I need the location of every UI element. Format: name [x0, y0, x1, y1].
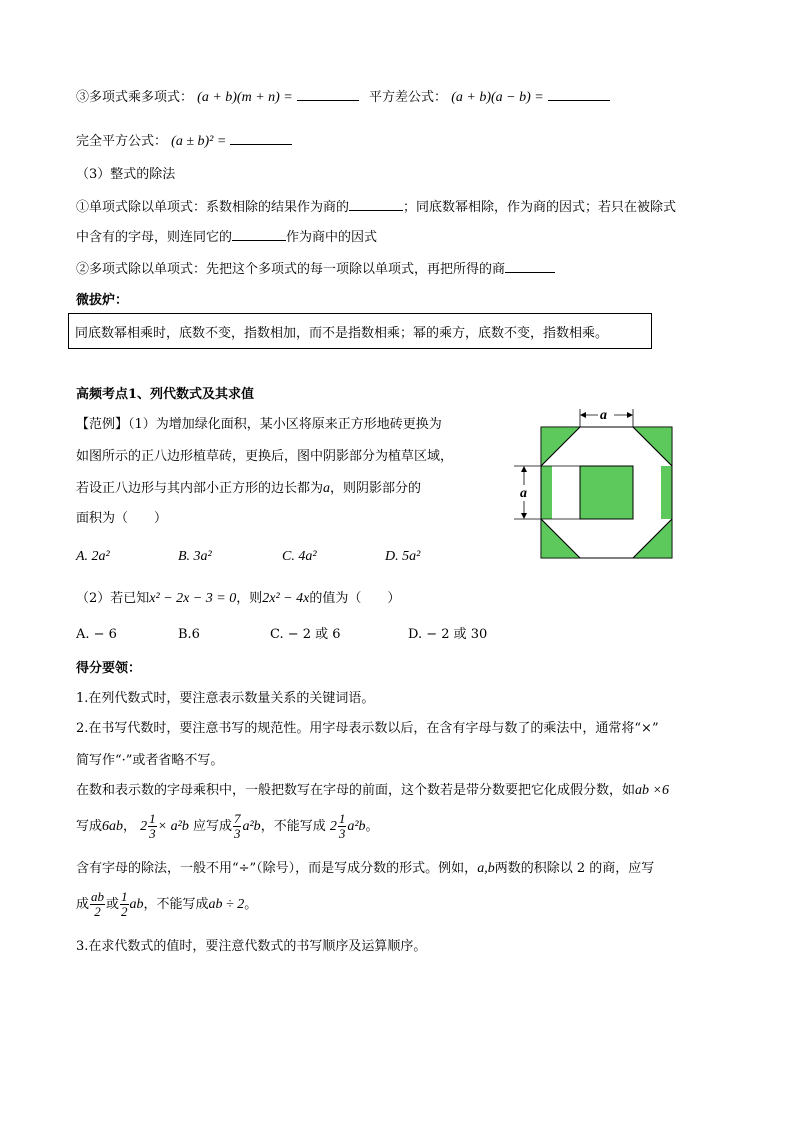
- point-text: 应写成: [192, 819, 232, 834]
- division-text: ；同底数幂相除，作为商的因式；若只在被除式: [403, 200, 677, 215]
- perfect-square-expression: (a ± b)² =: [171, 134, 227, 149]
- fraction-1-3: $\frac{1}{3}$: [149, 811, 156, 841]
- example-heading: 高频考点1、列代数式及其求值: [76, 387, 255, 402]
- division-text: ①单项式除以单项式：系数相除的结果作为商的: [76, 200, 350, 215]
- tip-box: [68, 313, 652, 349]
- division-blank-1: [349, 198, 403, 211]
- q2-text: （2）若已知: [76, 591, 150, 606]
- diff-squares-blank: [548, 88, 610, 101]
- inner-square: [580, 466, 633, 519]
- mixed-whole: 2: [329, 819, 337, 834]
- division-line-2: [76, 228, 377, 247]
- perfect-square-blank: [230, 132, 292, 145]
- q2-option-a: A. − 6: [76, 627, 117, 642]
- q2-option-c: C. − 2 或 6: [270, 627, 341, 642]
- fraction-1-3: $\frac{1}{3}$: [338, 811, 346, 841]
- q2-expression: 2x² − 4x: [262, 591, 310, 606]
- point-expression: ab ×6: [635, 783, 669, 798]
- point-expression: × a²b: [157, 819, 189, 834]
- fraction-7-3: $\frac{7}{3}$: [233, 811, 241, 841]
- division-blank-3: [505, 260, 555, 273]
- point-expression: a²b: [347, 819, 366, 834]
- perfect-square-label: 完全平方公式：: [76, 134, 168, 149]
- label-a-left: a: [520, 486, 527, 501]
- point-expression: ab: [129, 897, 144, 912]
- point-4b: [76, 886, 257, 924]
- point-text: 或: [106, 897, 120, 912]
- diff-squares-label: 平方差公式：: [369, 90, 448, 105]
- fraction-1-2: $\frac{1}{2}$: [121, 889, 128, 919]
- division-heading: （3）整式的除法: [76, 167, 176, 182]
- point-text: 在数和表示数的字母乘积中，一般把数写在字母的前面，这个数若是带分数要把它化成假分数，如: [76, 783, 636, 798]
- point-1: 1.在列代数式时，要注意表示数量关系的关键词语。: [76, 691, 375, 706]
- point-3a: [76, 782, 669, 800]
- side-strip-left: [541, 466, 552, 519]
- point-text: 成: [76, 897, 90, 912]
- point-expression: ab ÷ 2: [208, 897, 245, 912]
- points-title: 得分要领：: [76, 661, 142, 676]
- point-text: 写成: [76, 819, 103, 834]
- arrowhead: [521, 513, 527, 519]
- mixed-whole: 2: [140, 819, 148, 834]
- arrowhead: [580, 412, 586, 418]
- point-4a: [76, 860, 654, 878]
- point-expression: 6ab: [102, 819, 124, 834]
- division-text: ②多项式除以单项式：先把这个多项式的每一项除以单项式，再把所得的商: [76, 262, 506, 277]
- side-strip-right: [661, 466, 672, 519]
- tip-title: 微拔炉：: [76, 293, 129, 308]
- point-vars: a,b: [477, 861, 495, 876]
- division-line-3: [76, 260, 555, 279]
- example-text: ，则阴影部分的: [330, 481, 422, 496]
- option-d: D. 5a²: [385, 549, 421, 564]
- fraction-ab-2: $\frac{ab}{2}$: [91, 889, 105, 919]
- point-expression: a²b: [242, 819, 261, 834]
- division-line-1: [76, 198, 676, 217]
- example-line-3: [76, 480, 421, 498]
- point-2a: 2.在书写代数时，要注意书写的规范性。用字母表示数以后，在含有字母与数了的乘法中，通常将“×”: [76, 721, 659, 736]
- var-a: a: [323, 481, 331, 496]
- example-text: 若设正八边形与其内部小正方形的边长都为: [76, 481, 324, 496]
- option-a: A. 2a²: [76, 549, 110, 564]
- q2-equation: x² − 2x − 3 = 0: [149, 591, 237, 606]
- perfect-square-line: [76, 132, 292, 151]
- point-2b: 简写作“·”或者省略不写。: [76, 753, 224, 768]
- point-3b: [76, 810, 379, 844]
- point-5: 3.在求代数式的值时，要注意代数式的书写顺序及运算顺序。: [76, 939, 427, 954]
- example-line-2: 如图所示的正八边形植草砖，更换后，图中阴影部分为植草区域，: [76, 449, 454, 464]
- q2-text: ，则: [236, 591, 263, 606]
- diff-squares-expression: (a + b)(a − b) =: [451, 90, 544, 105]
- example-line-4: 面积为（ ）: [76, 511, 168, 526]
- octagon-tile-figure: [510, 405, 680, 565]
- division-text: 中含有的字母，则连同它的: [76, 230, 233, 245]
- point-text: 。: [365, 819, 379, 834]
- question-2: [76, 590, 400, 608]
- q2-text: 的值为（ ）: [309, 591, 401, 606]
- point-text: 。: [244, 897, 258, 912]
- q2-option-d: D. − 2 或 30: [408, 627, 488, 642]
- point-text: ，不能写成: [143, 897, 209, 912]
- option-c: C. 4a²: [282, 549, 317, 564]
- arrowhead: [627, 412, 633, 418]
- q2-option-b: B.6: [178, 627, 200, 642]
- point-text: 含有字母的除法，一般不用“÷”（除号），而是写成分数的形式。例如，: [76, 861, 478, 876]
- poly-label: ③多项式乘多项式：: [76, 90, 194, 105]
- point-text: 两数的积除以 2 的商，应写: [494, 861, 655, 876]
- option-b: B. 3a²: [178, 549, 212, 564]
- poly-blank: [297, 88, 359, 101]
- tip-text: 同底数幂相乘时，底数不变，指数相加，而不是指数相乘；幂的乘方，底数不变，指数相乘。: [75, 326, 609, 341]
- poly-expression: (a + b)(m + n) =: [197, 90, 293, 105]
- point-text: ，: [123, 819, 137, 834]
- division-blank-2: [232, 228, 286, 241]
- poly-formula-line: [76, 88, 610, 107]
- point-text: ，不能写成: [260, 819, 326, 834]
- label-a-top: a: [600, 408, 607, 423]
- example-line-1: 【范例】（1）为增加绿化面积，某小区将原来正方形地砖更换为: [76, 417, 442, 432]
- division-text: 作为商中的因式: [286, 230, 378, 245]
- arrowhead: [521, 466, 527, 472]
